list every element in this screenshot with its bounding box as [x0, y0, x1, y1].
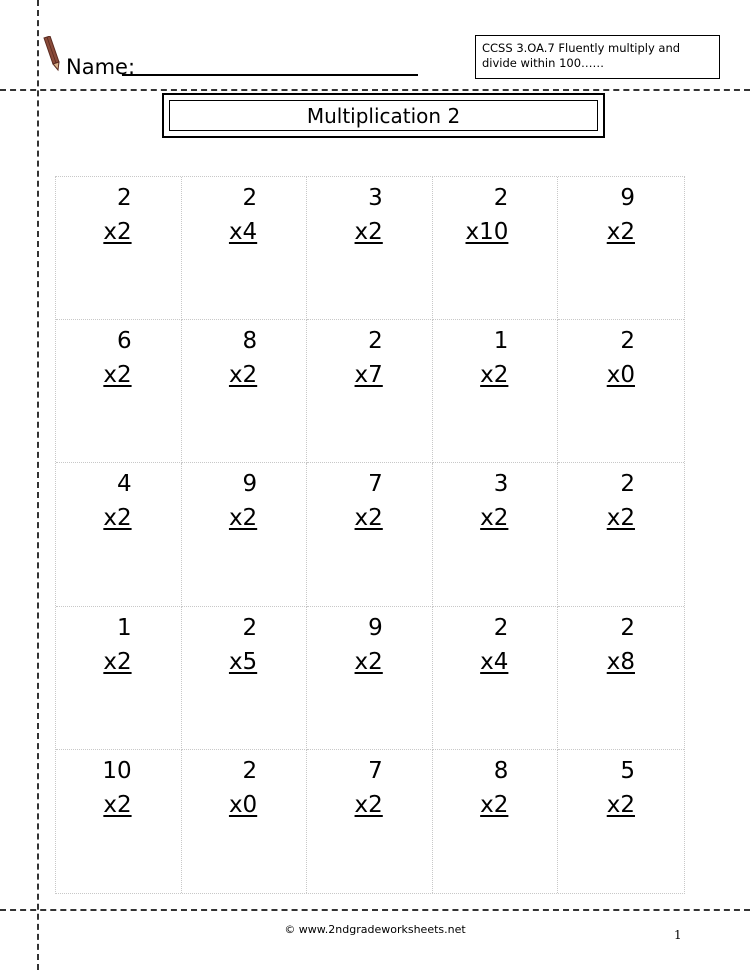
- problem-cell: [182, 320, 308, 463]
- problem-cell: [182, 607, 308, 750]
- problem-top-number: 3: [493, 471, 509, 498]
- problem-top-number: 7: [368, 471, 383, 498]
- problem-top-number: 1: [116, 614, 132, 641]
- problem-multiplier: x2: [480, 791, 509, 818]
- cut-line-vertical: [37, 0, 39, 970]
- problem-top-number: 2: [620, 614, 635, 641]
- problem-multiplier: x4: [228, 219, 258, 245]
- problem-multiplier: x7: [354, 362, 383, 389]
- problem-top-number: 2: [493, 185, 509, 211]
- problem-multiplier: x5: [228, 648, 258, 675]
- page-number: 1: [674, 928, 682, 942]
- problem-multiplier: x2: [103, 791, 132, 818]
- problem-multiplier: x2: [354, 219, 383, 245]
- problem-top-number: 7: [368, 757, 383, 784]
- problem-multiplier: x2: [228, 505, 258, 532]
- problem-top-number: 1: [493, 328, 509, 355]
- problem-top-number: 2: [620, 328, 635, 355]
- problem-multiplier: x2: [103, 505, 132, 532]
- problem-cell: [56, 177, 182, 320]
- problem-cell: [433, 320, 559, 463]
- problem-multiplier: x2: [606, 505, 635, 532]
- problem-grid: [55, 176, 685, 894]
- problem-top-number: 9: [620, 185, 635, 211]
- problem-cell: [182, 750, 308, 893]
- pencil-icon: [42, 36, 62, 72]
- problem-cell: [558, 177, 684, 320]
- problem-top-number: 2: [242, 185, 258, 211]
- problem-cell: [307, 750, 433, 893]
- problem-top-number: 2: [242, 757, 258, 784]
- problem-top-number: 5: [620, 757, 635, 784]
- problem-top-number: 3: [368, 185, 383, 211]
- worksheet-title: Multiplication 2: [169, 100, 598, 131]
- problem-cell: [558, 463, 684, 606]
- problem-multiplier: x10: [465, 219, 509, 245]
- cut-line-top: [0, 89, 750, 91]
- problem-cell: [558, 320, 684, 463]
- problem-cell: [307, 607, 433, 750]
- problem-multiplier: x2: [480, 505, 509, 532]
- title-box: [162, 93, 605, 138]
- problem-top-number: 2: [242, 614, 258, 641]
- problem-cell: [433, 463, 559, 606]
- problem-multiplier: x0: [228, 791, 258, 818]
- problem-cell: [56, 320, 182, 463]
- problem-multiplier: x2: [606, 219, 635, 245]
- problem-cell: [56, 463, 182, 606]
- problem-top-number: 4: [116, 471, 132, 498]
- footer-copyright: © www.2ndgradeworksheets.net: [284, 923, 466, 936]
- problem-top-number: 2: [368, 328, 383, 355]
- problem-multiplier: x2: [354, 505, 383, 532]
- problem-top-number: 2: [493, 614, 509, 641]
- standard-box: CCSS 3.OA.7 Fluently multiply and divide within 100……: [475, 35, 720, 79]
- problem-top-number: 9: [242, 471, 258, 498]
- problem-cell: [307, 320, 433, 463]
- name-field-line[interactable]: [122, 74, 418, 76]
- problem-cell: [558, 607, 684, 750]
- problem-cell: [558, 750, 684, 893]
- problem-multiplier: x2: [354, 791, 383, 818]
- problem-multiplier: x2: [480, 362, 509, 389]
- problem-top-number: 2: [116, 185, 132, 211]
- problem-top-number: 6: [116, 328, 132, 355]
- problem-cell: [307, 177, 433, 320]
- problem-multiplier: x2: [103, 648, 132, 675]
- problem-cell: [433, 607, 559, 750]
- problem-multiplier: x8: [606, 648, 635, 675]
- problem-top-number: 9: [368, 614, 383, 641]
- problem-top-number: 10: [102, 757, 132, 784]
- problem-cell: [307, 463, 433, 606]
- problem-multiplier: x0: [606, 362, 635, 389]
- problem-multiplier: x2: [103, 362, 132, 389]
- problem-multiplier: x2: [228, 362, 258, 389]
- problem-cell: [182, 177, 308, 320]
- name-label: Name:: [66, 55, 136, 79]
- problem-multiplier: x2: [103, 219, 132, 245]
- problem-multiplier: x4: [480, 648, 509, 675]
- problem-top-number: 2: [620, 471, 635, 498]
- problem-cell: [433, 177, 559, 320]
- problem-multiplier: x2: [606, 791, 635, 818]
- problem-cell: [182, 463, 308, 606]
- problem-top-number: 8: [242, 328, 258, 355]
- problem-cell: [56, 607, 182, 750]
- problem-cell: [433, 750, 559, 893]
- cut-line-bottom: [0, 909, 750, 911]
- problem-cell: [56, 750, 182, 893]
- problem-top-number: 8: [493, 757, 509, 784]
- problem-multiplier: x2: [354, 648, 383, 675]
